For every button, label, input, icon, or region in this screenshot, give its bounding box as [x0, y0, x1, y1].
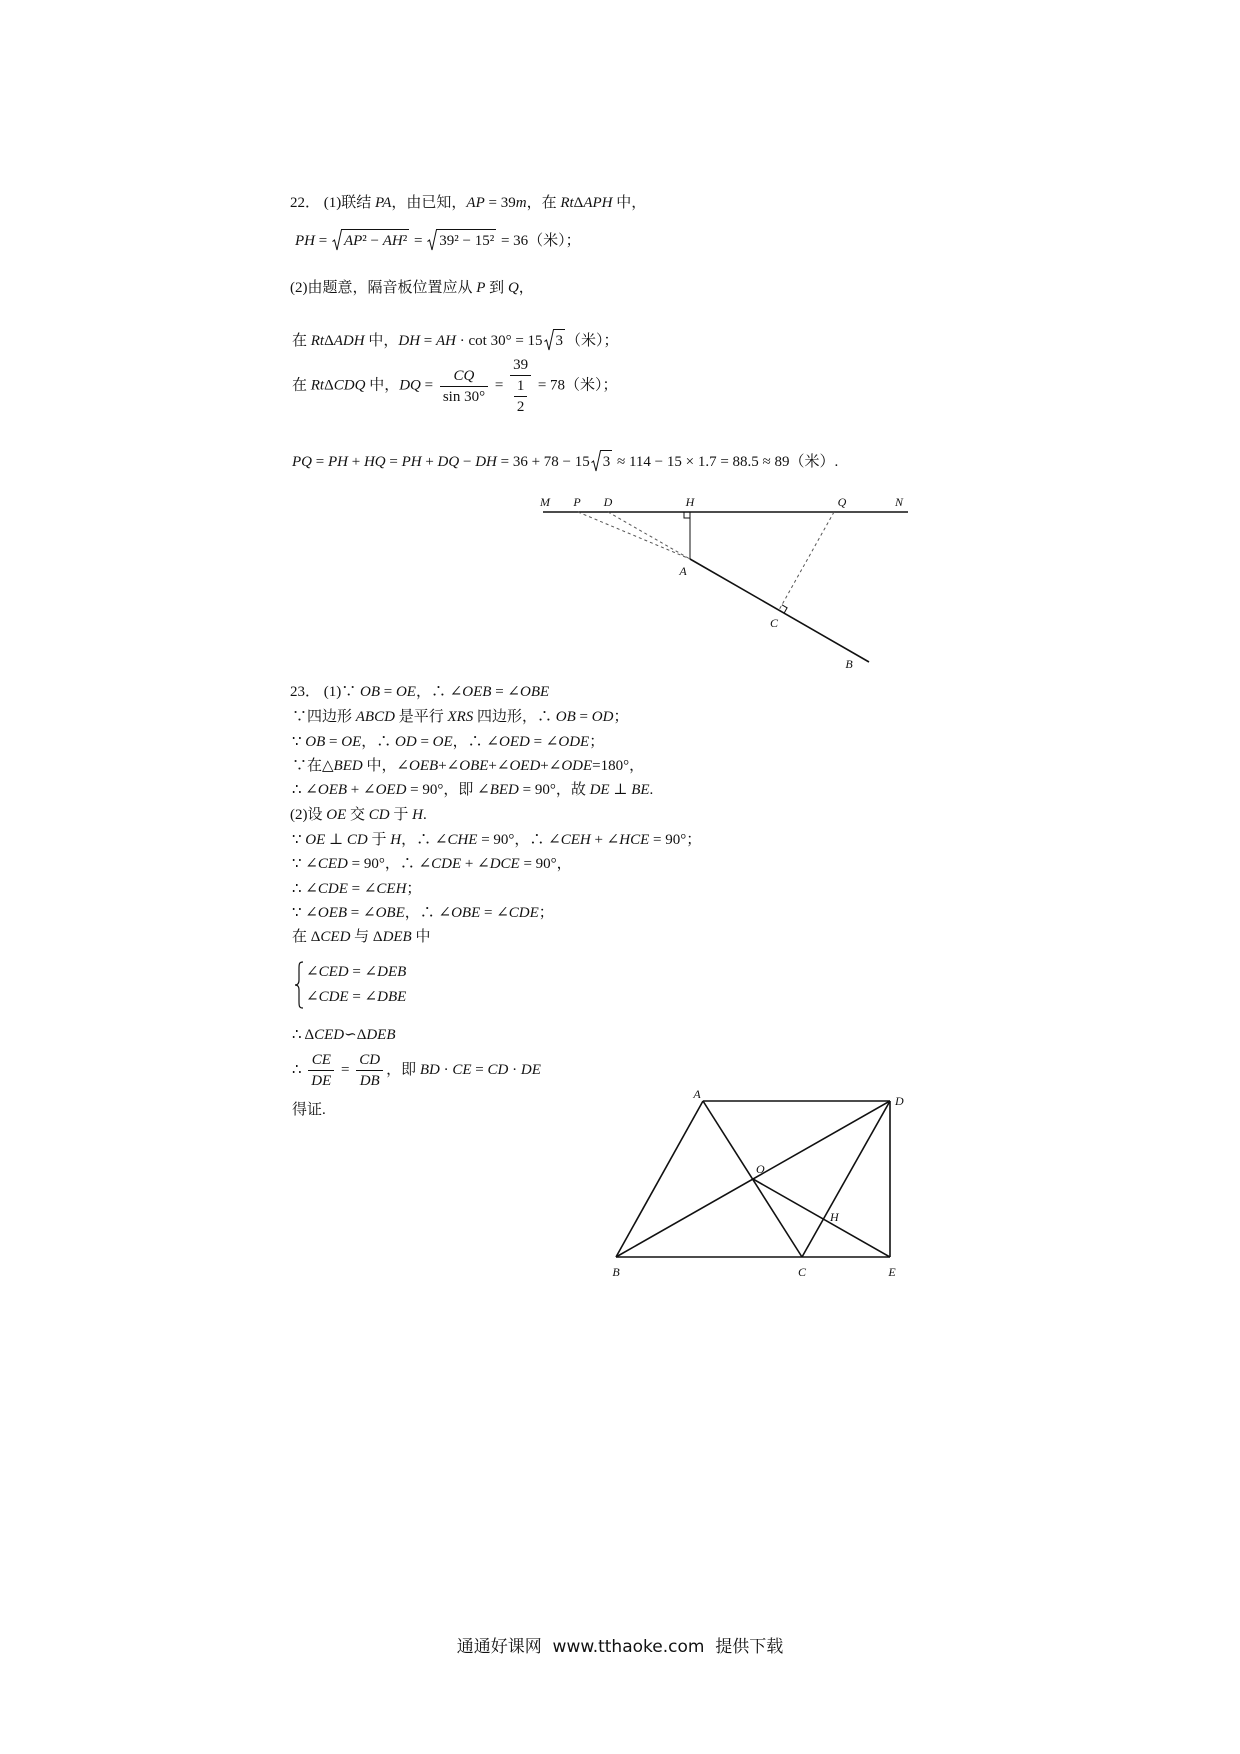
dashed-segment-QC	[779, 512, 834, 610]
p23-line-11: 在 ΔCED 与 ΔDEB 中	[292, 929, 431, 945]
p23-ratio-line	[292, 1050, 541, 1091]
p22-line-2-mid: =	[410, 233, 427, 249]
radicand: 3	[601, 450, 613, 471]
denominator: DB	[359, 1073, 380, 1089]
segment-AB	[616, 1101, 703, 1257]
system-equation-2: ∠CDE = ∠DBE	[306, 989, 407, 1005]
denominator	[511, 376, 531, 417]
point-label-C: C	[797, 1265, 807, 1279]
dashed-segment-DA	[608, 512, 690, 559]
p23-line-4: ∵在△BED 中，∠OEB+∠OBE+∠OED+∠ODE=180°，	[292, 758, 645, 774]
point-label-H: H	[830, 1210, 839, 1224]
point-label-B: B	[612, 1265, 620, 1279]
p23-line-1: 23． (1)∵ OB = OE，∴ ∠OEB = ∠OBE	[290, 684, 550, 700]
p22-line-1: 22． (1)联结 PA，由已知，AP = 39m，在 RtΔAPH 中，	[290, 195, 647, 211]
fraction-ce-over-de	[308, 1050, 334, 1091]
segment-AB	[690, 559, 869, 662]
p23-line-5: ∴ ∠OEB + ∠OED = 90°，即 ∠BED = 90°，故 DE ⊥ BE.	[292, 782, 654, 798]
p23-line-8: ∵ ∠CED = 90°，∴ ∠CDE + ∠DCE = 90°，	[292, 856, 572, 872]
figure-23	[600, 1085, 910, 1285]
p23-ratio-mid: =	[337, 1061, 354, 1078]
p23-line-9: ∴ ∠CDE = ∠CEH；	[292, 881, 422, 897]
p22-line-2-lead: PH =	[295, 233, 331, 249]
fraction-39-over-half	[510, 355, 531, 417]
radicand: 39² − 15²	[437, 229, 496, 250]
p23-similarity: ∴ ΔCED∽ΔDEB	[292, 1027, 396, 1043]
dashed-segment-PA	[578, 512, 690, 559]
p23-ratio-lead: ∴	[292, 1061, 306, 1078]
p23-line-6: (2)设 OE 交 CD 于 H.	[290, 807, 427, 823]
numerator: 39	[510, 355, 531, 376]
point-label-P: P	[573, 495, 581, 509]
point-label-N: N	[894, 495, 904, 509]
denominator: DE	[311, 1073, 332, 1089]
p22-line-4	[292, 329, 619, 351]
radical-sign	[544, 329, 554, 351]
point-label-B: B	[845, 657, 853, 671]
denominator: sin 30°	[442, 388, 486, 405]
p22-line-5-mid: =	[491, 377, 508, 394]
point-label-E: E	[888, 1265, 896, 1279]
fraction-cd-over-db	[356, 1050, 383, 1091]
p22-line-5	[292, 355, 618, 417]
fraction-cq-over-sin30	[440, 366, 488, 407]
system-equation-1: ∠CED = ∠DEB	[306, 964, 407, 980]
point-label-A: A	[693, 1087, 701, 1101]
p22-line-6	[292, 450, 838, 472]
point-label-D: D	[603, 495, 613, 509]
radical-sign	[332, 229, 342, 251]
p22-line-6-lead: PQ = PH + HQ = PH + DQ − DH = 36 + 78 − 15	[292, 454, 590, 470]
page-footer: 通通好课网 www.tthaoke.com 提供下载	[456, 1637, 784, 1657]
p22-line-5-lead: 在 RtΔCDQ 中，DQ =	[292, 377, 437, 394]
p22-line-2-tail: = 36（米）；	[497, 233, 581, 249]
square-root	[332, 229, 409, 251]
point-label-C: C	[769, 616, 779, 630]
point-label-O: O	[756, 1162, 765, 1176]
segment-CD	[802, 1101, 890, 1257]
p23-line-3: ∵ OB = OE，∴ OD = OE，∴ ∠OED = ∠ODE；	[292, 734, 605, 750]
point-label-A: A	[679, 564, 687, 578]
left-brace	[294, 961, 304, 1009]
numerator: CD	[356, 1050, 383, 1071]
p23-conclusion: 得证.	[292, 1102, 326, 1118]
p22-line-4-tail: （米）；	[566, 333, 619, 349]
square-root	[591, 450, 613, 472]
square-root	[427, 229, 496, 251]
fraction-one-half	[514, 376, 528, 417]
p23-line-2: ∵四边形 ABCD 是平行 XRS 四边形，∴ OB = OD；	[292, 709, 629, 725]
point-label-M: M	[540, 495, 550, 509]
square-root	[544, 329, 566, 351]
numerator: 1	[514, 376, 528, 397]
point-label-Q: Q	[837, 495, 847, 509]
right-angle-mark-H	[684, 512, 690, 518]
numerator: CQ	[440, 366, 488, 387]
p23-ratio-tail: ，即 BD · CE = CD · DE	[386, 1061, 541, 1078]
denominator: 2	[516, 399, 525, 415]
p22-line-4-lead: 在 RtΔADH 中，DH = AH · cot 30° = 15	[292, 333, 543, 349]
point-label-D: D	[895, 1094, 904, 1108]
p22-line-6-tail: ≈ 114 − 15 × 1.7 = 88.5 ≈ 89（米）.	[613, 454, 839, 470]
segment-OE	[753, 1179, 890, 1257]
figure-22	[530, 488, 920, 678]
radical-sign	[591, 450, 601, 472]
point-label-H: H	[685, 495, 695, 509]
p22-line-5-tail: = 78（米）；	[534, 377, 618, 394]
numerator: CE	[308, 1050, 334, 1071]
p22-line-2	[295, 229, 581, 251]
p23-line-7: ∵ OE ⊥ CD 于 H，∴ ∠CHE = 90°，∴ ∠CEH + ∠HCE = 90°；	[292, 832, 702, 848]
radicand: 3	[554, 329, 566, 350]
p22-line-3: (2)由题意，隔音板位置应从 P 到 Q，	[290, 280, 534, 296]
p23-line-10: ∵ ∠OEB = ∠OBE，∴ ∠OBE = ∠CDE；	[292, 905, 554, 921]
radicand: AP² − AH²	[342, 229, 409, 250]
radical-sign	[427, 229, 437, 251]
